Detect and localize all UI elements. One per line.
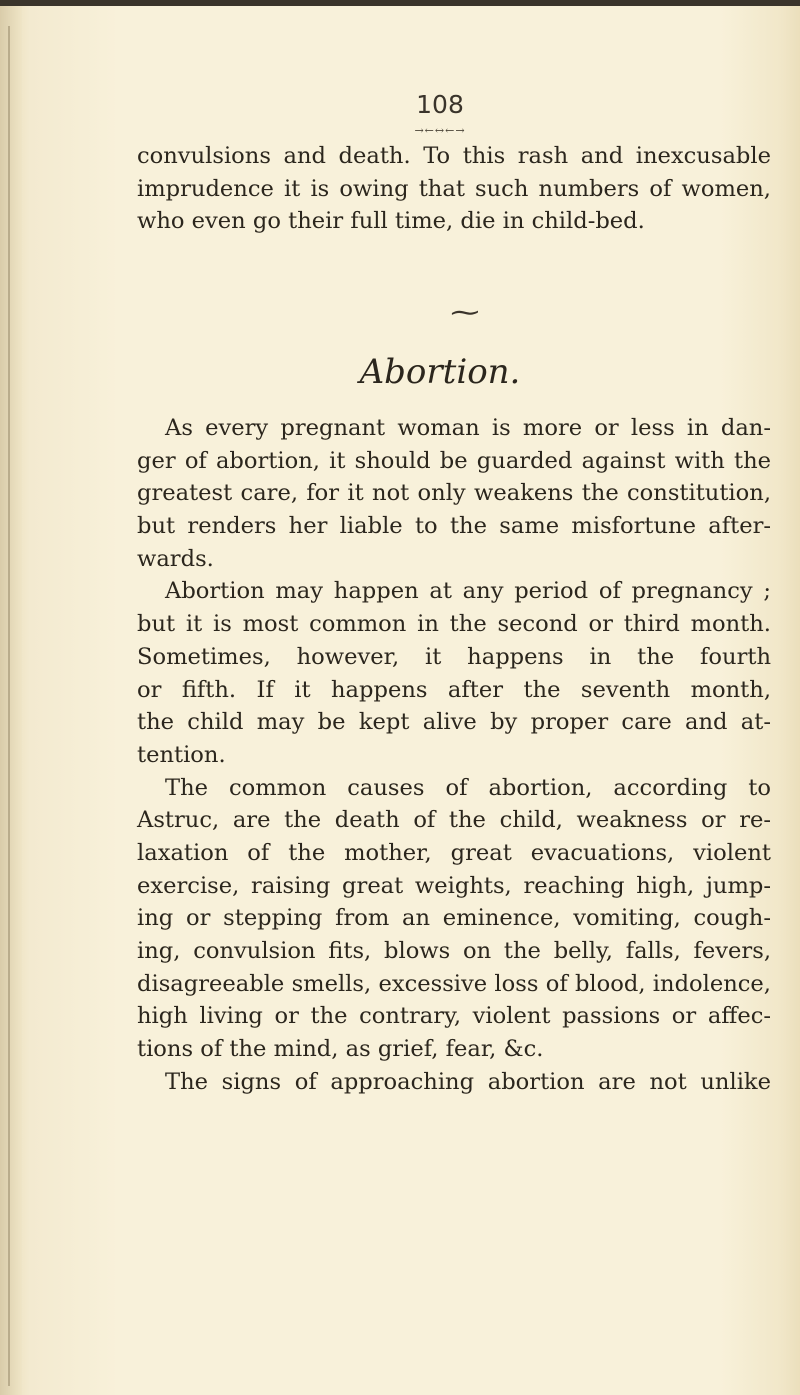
page-number: 108 (416, 90, 464, 119)
page-gutter (0, 6, 22, 1395)
text-line: Abortion may happen at any period of pregnancy ; (165, 578, 771, 605)
text-line: disagreeable smells, excessive loss of blood, indolence, (137, 970, 771, 997)
text-line: ger of abortion, it should be guarded against with the (137, 447, 771, 474)
ornament-divider: ∼ (447, 298, 483, 328)
text-line: tions of the mind, as grief, fear, &c. (137, 1036, 544, 1063)
text-line: greatest care, for it not only weakens the constitution, (137, 480, 771, 507)
text-line: the child may be kept alive by proper care and at- (137, 709, 771, 736)
text-line: ing or stepping from an eminence, vomiting, cough- (137, 905, 771, 932)
section-body (137, 412, 771, 1098)
text-line: laxation of the mother, great evacuations, violent (137, 839, 771, 866)
gutter-line (8, 26, 10, 1386)
text-line: ing, convulsion fits, blows on the belly, falls, fevers, (137, 938, 771, 964)
text-line: Astruc, are the death of the child, weakness or re- (137, 807, 771, 834)
text-line: tention. (137, 741, 226, 768)
section-heading: Abortion. (359, 352, 521, 392)
text-line: As every pregnant woman is more or less in dan- (165, 415, 771, 441)
text-line: high living or the contrary, violent passions or affec- (137, 1003, 771, 1030)
text-line: or fifth. If it happens after the seventh month, (137, 676, 771, 703)
top-edge (0, 0, 800, 6)
text-line: exercise, raising great weights, reaching high, jump- (137, 872, 771, 899)
text-line: imprudence it is owing that such numbers of women, (137, 175, 771, 202)
text-line: who even go their full time, die in child-bed. (137, 208, 645, 235)
paragraph-continued (137, 140, 771, 238)
text-line: but renders her liable to the same misfortune after- (137, 513, 771, 540)
text-line: wards. (137, 545, 214, 572)
text-line: The signs of approaching abortion are not unlike (165, 1068, 771, 1095)
text-line: Sometimes, however, it happens in the fourth (137, 643, 771, 670)
text-line: convulsions and death. To this rash and inexcusable (137, 143, 771, 169)
text-line: The common causes of abortion, according to (165, 774, 771, 801)
ornament-top: →←↔←→ (414, 124, 466, 137)
text-line: but it is most common in the second or third month. (137, 611, 771, 638)
